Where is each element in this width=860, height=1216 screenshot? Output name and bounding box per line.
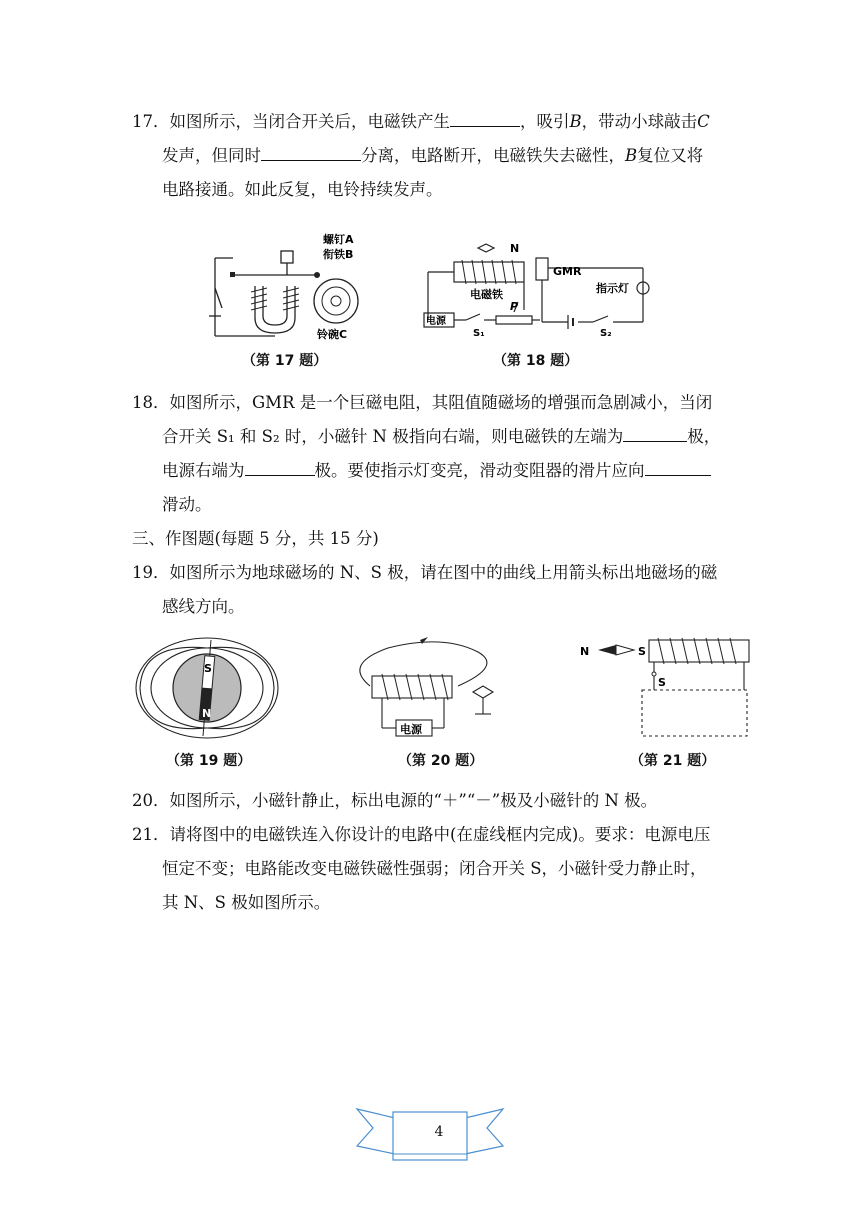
figure-19 — [132, 632, 282, 747]
q18-blank-2 — [245, 457, 315, 476]
q19-line1: 19．如图所示为地球磁场的 N、S 极，请在图中的曲线上用箭头标出地磁场的磁 — [132, 563, 718, 582]
fig21-label-switch: S — [658, 676, 666, 689]
q18-blank-1 — [623, 423, 687, 442]
question-21 — [132, 818, 752, 920]
q17-blank-2 — [261, 142, 361, 161]
fig20-label-power: 电源 — [400, 723, 422, 736]
q21-line1: 21．请将图中的电磁铁连入你设计的电路中(在虚线框内完成)。要求：电源电压 — [132, 825, 711, 844]
q17-line3: 电路接通。如此反复，电铃持续发声。 — [162, 180, 443, 199]
q21-line2: 恒定不变；电路能改变电磁铁磁性强弱；闭合开关 S，小磁针受力静止时， — [162, 859, 707, 878]
fig17-label-screw: 螺钉A — [323, 233, 354, 246]
fig21-label-s: S — [638, 645, 646, 658]
fig19-label-s: S — [204, 662, 212, 675]
question-20: 20．如图所示，小磁针静止，标出电源的“＋”“－”极及小磁针的 N 极。 — [132, 791, 658, 810]
fig17-label-armature: 衔铁B — [323, 248, 354, 261]
fig18-label-p: P — [510, 300, 519, 313]
q18-line1: 18．如图所示，GMR 是一个巨磁电阻，其阻值随磁场的增强而急剧减小，当闭 — [132, 393, 713, 412]
q18-blank-3 — [645, 457, 711, 476]
fig17-caption: （第 17 题） — [242, 353, 328, 369]
fig21-caption: （第 21 题） — [630, 753, 716, 769]
question-18 — [132, 386, 752, 522]
q17-blank-1 — [450, 108, 520, 127]
figure-18 — [418, 240, 658, 345]
fig18-label-em: 电磁铁 — [470, 288, 503, 301]
figure-21 — [574, 632, 754, 747]
q18-line4: 滑动。 — [162, 495, 212, 514]
q18-line3: 电源右端为 极。要使指示灯变亮，滑动变阻器的滑片应向 — [132, 454, 752, 488]
question-17 — [132, 105, 752, 207]
fig18-label-power: 电源 — [426, 316, 446, 327]
q17-line1: 17．如图所示，当闭合开关后，电磁铁产生 ，吸引B，带动小球敲击C — [132, 112, 710, 131]
page-number: 4 — [434, 1124, 444, 1140]
fig20-caption: （第 20 题） — [398, 753, 484, 769]
question-19 — [132, 556, 752, 624]
fig18-label-gmr: GMR — [553, 265, 582, 278]
fig18-caption: （第 18 题） — [493, 353, 579, 369]
fig18-label-s1: S₁ — [473, 328, 485, 339]
fig21-label-n: N — [580, 645, 590, 658]
q17-line2: 发声，但同时 分离，电路断开，电磁铁失去磁性，B复位又将 — [132, 139, 752, 173]
fig18-label-n: N — [510, 242, 520, 255]
q21-line3: 其 N、S 极如图所示。 — [162, 893, 331, 912]
fig17-label-bowl: 铃碗C — [317, 328, 348, 341]
fig18-label-lamp: 指示灯 — [596, 282, 629, 295]
section-3-heading: 三、作图题(每题 5 分，共 15 分) — [132, 529, 379, 548]
figure-17 — [205, 228, 365, 343]
q19-line2: 感线方向。 — [162, 597, 245, 616]
figure-20 — [348, 634, 508, 744]
fig19-caption: （第 19 题） — [166, 753, 252, 769]
fig19-label-n: N — [202, 707, 212, 720]
fig18-label-s2: S₂ — [600, 328, 612, 339]
q18-line2: 合开关 S₁ 和 S₂ 时，小磁针 N 极指向右端，则电磁铁的左端为 极， — [132, 420, 752, 454]
